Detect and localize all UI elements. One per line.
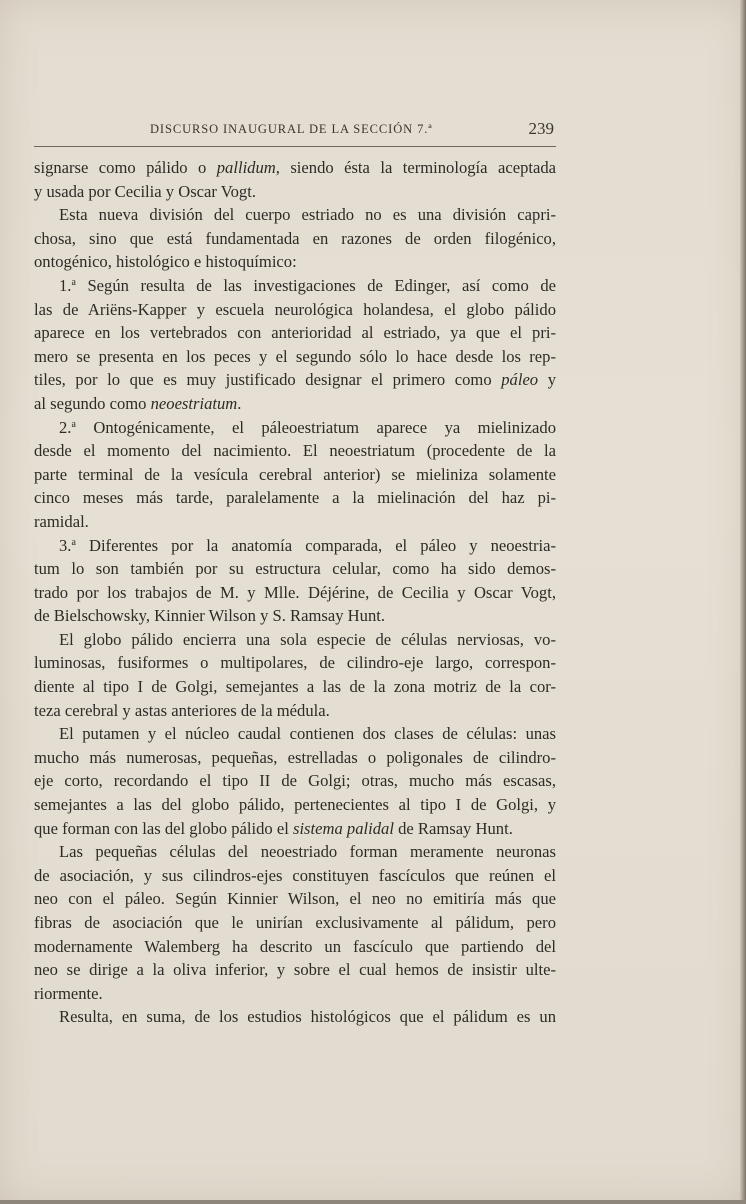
page-header [34, 118, 556, 144]
text-run: desde el momento del nacimiento. El neoestriatum (procedente de la [34, 441, 556, 461]
text-line [34, 298, 556, 322]
text-run: diente al tipo I de Golgi, semejantes a las de la zona motriz de la cor- [34, 677, 556, 697]
header-rule [34, 146, 556, 147]
text-run: , siendo ésta la terminología aceptada [275, 158, 556, 177]
page-bottom-edge [0, 1200, 746, 1204]
text-line [34, 486, 556, 510]
text-run: las de Ariëns-Kapper y escuela neurológica holandesa, el globo pálido [34, 299, 556, 319]
text-run: y usada por Cecilia y Oscar Vogt. [34, 181, 256, 201]
text-run: ontogénico, histológico e histoquímico: [34, 252, 297, 272]
text-line [34, 958, 556, 982]
text-run: trado por los trabajos de M. y Mlle. Déjérine, de Cecilia y Oscar Vogt, [34, 582, 556, 602]
text-line [34, 864, 556, 888]
text-line [34, 1005, 556, 1029]
italic-term: neoestriatum [150, 393, 238, 413]
text-run: fibras de asociación que le unirían exclusivamente al pálidum, pero [34, 913, 556, 932]
text-line [34, 392, 556, 416]
text-line [34, 581, 556, 605]
text-run: de Ramsay Hunt. [393, 818, 513, 838]
text-run: modernamente Walemberg ha descrito un fascículo que partiendo del [34, 936, 556, 956]
text-run: Esta nueva división del cuerpo estriado no es una división capri- [59, 205, 556, 225]
text-line [34, 368, 556, 392]
text-run: Las pequeñas células del neoestriado forman meramente neuronas [59, 842, 556, 862]
text-run: neo se dirige a la oliva inferior, y sobre el cual hemos de insistir ulte- [34, 960, 556, 980]
text-line [34, 722, 556, 746]
text-line [34, 180, 556, 204]
text-run: eje corto, recordando el tipo II de Golgi; otras, mucho más escasas, [34, 771, 556, 791]
text-run: mero se presenta en los peces y el segundo sólo lo hace desde los rep- [34, 346, 556, 366]
ordinal-superscript: a [71, 276, 76, 288]
text-run: El globo pálido encierra una sola especie de células nerviosas, vo- [59, 629, 556, 649]
text-run: y [538, 370, 556, 390]
text-line [34, 250, 556, 274]
text-line [34, 769, 556, 793]
text-run: de asociación, y sus cilindros-ejes constituyen fascículos que reúnen el [34, 865, 556, 885]
text-run: 2.$^a$ Ontogénicamente, el páleoestriatum aparece ya mielinizado [59, 417, 556, 437]
running-head: DISCURSO INAUGURAL DE LA SECCIÓN 7.ª [150, 122, 433, 136]
text-line [34, 156, 556, 180]
text-line [34, 274, 556, 298]
text-run: 3.$^a$ Diferentes por la anatomía comparada, el páleo y neoestria- [59, 535, 556, 555]
text-run: tiles, por lo que es muy justificado designar el primero como [34, 370, 502, 390]
text-line [34, 416, 556, 440]
text-run: al segundo como [34, 393, 151, 413]
text-line [34, 203, 556, 227]
text-run: signarse como pálido o [34, 158, 217, 177]
text-run: tum lo son también por su estructura celular, como ha sido demos- [34, 559, 556, 579]
text-line [34, 675, 556, 699]
text-run: 1.$^a$ Según resulta de las investigaciones de Edinger, así como de [59, 275, 556, 295]
text-run: neo con el páleo. Según Kinnier Wilson, el neo no emitiría más que [34, 889, 556, 909]
page-number: 239 [528, 119, 554, 138]
text-run: aparece en los vertebrados con anterioridad al estriado, ya que el pri- [34, 323, 556, 343]
text-run: de Bielschowsky, Kinnier Wilson y S. Ramsay Hunt. [34, 606, 386, 626]
text-line [34, 463, 556, 487]
italic-term: sistema palidal [292, 818, 394, 838]
text-run: El putamen y el núcleo caudal contienen dos clases de células: unas [59, 724, 556, 744]
ordinal-superscript: a [71, 418, 76, 430]
ordinal-superscript: a [71, 536, 76, 548]
text-line [34, 628, 556, 652]
text-run: chosa, sino que está fundamentada en razones de orden filogénico, [34, 228, 556, 248]
body-text [34, 156, 556, 1029]
text-line [34, 227, 556, 251]
italic-term: páleo [501, 370, 539, 390]
text-line [34, 746, 556, 770]
text-line [34, 534, 556, 558]
text-line [34, 982, 556, 1006]
text-line [34, 345, 556, 369]
italic-term: pallidum [216, 158, 276, 177]
text-run: cinco meses más tarde, paralelamente a la mielinación del haz pi- [34, 488, 556, 508]
text-run: semejantes a las del globo pálido, pertenecientes al tipo I de Golgi, y [34, 795, 556, 815]
text-run: parte terminal de la vesícula cerebral anterior) se mieliniza solamente [34, 464, 556, 484]
text-line [34, 935, 556, 959]
text-run: Resulta, en suma, de los estudios histológicos que el pálidum es un [59, 1007, 556, 1027]
page-edge-shadow [740, 0, 746, 1204]
text-run: ramidal. [34, 511, 89, 531]
text-line [34, 911, 556, 935]
text-line [34, 817, 556, 841]
text-line [34, 604, 556, 628]
text-line [34, 321, 556, 345]
text-line [34, 793, 556, 817]
text-line [34, 557, 556, 581]
text-run: teza cerebral y astas anteriores de la médula. [34, 700, 330, 720]
text-run: . [237, 393, 242, 413]
text-run: luminosas, fusiformes o multipolares, de cilindro-eje largo, correspon- [34, 653, 556, 673]
text-line [34, 887, 556, 911]
text-line [34, 651, 556, 675]
text-line [34, 510, 556, 534]
text-line [34, 840, 556, 864]
text-run: que forman con las del globo pálido el [34, 818, 293, 838]
text-line [34, 699, 556, 723]
text-line [34, 439, 556, 463]
text-run: mucho más numerosas, pequeñas, estrelladas o poligonales de cilindro- [34, 747, 556, 767]
text-run: riormente. [34, 983, 103, 1003]
